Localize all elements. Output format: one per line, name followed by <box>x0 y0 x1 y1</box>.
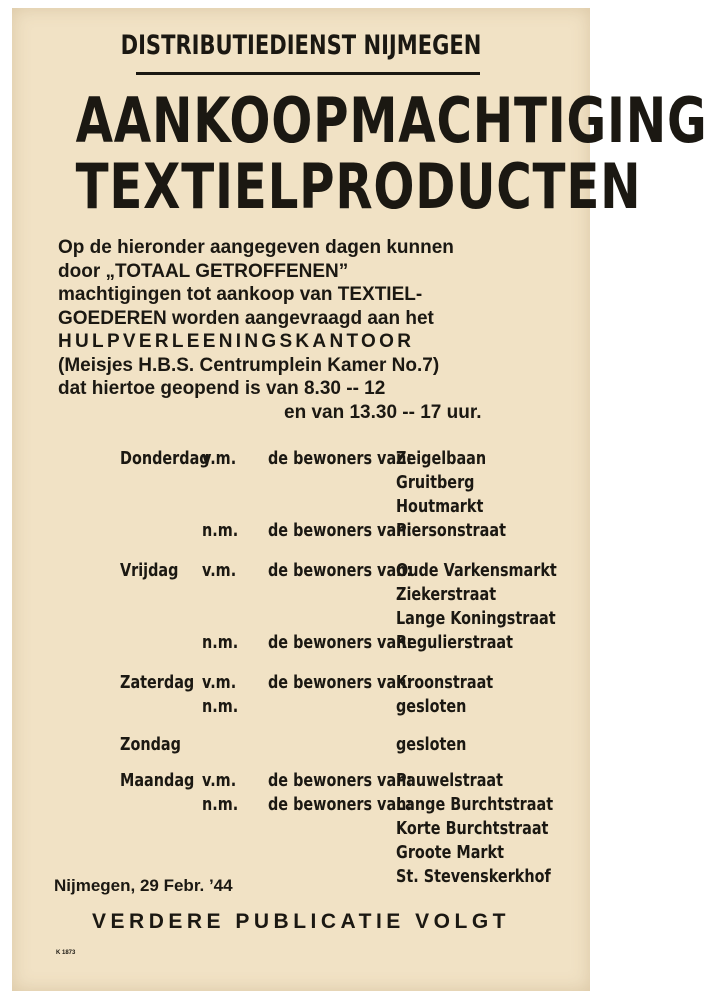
schedule-street: gesloten <box>396 734 467 755</box>
schedule-period: n.m. <box>202 696 239 717</box>
intro-line: (Meisjes H.B.S. Centrumplein Kamer No.7) <box>58 354 440 376</box>
intro-line: GOEDEREN worden aangevraagd aan het <box>58 307 434 329</box>
heading-underline <box>136 72 480 75</box>
schedule-period: v.m. <box>202 448 237 469</box>
poster-title-line-2: TEXTIELPRODUCTEN <box>75 150 642 223</box>
poster-title-line-1: AANKOOPMACHTIGING <box>75 84 708 157</box>
intro-line: en van 13.30 -- 17 uur. <box>284 401 482 423</box>
schedule-street: Ziekerstraat <box>396 584 497 605</box>
schedule-label: de bewoners van: <box>268 520 413 541</box>
schedule-label: de bewoners van: <box>268 448 413 469</box>
schedule-street: Pauwelstraat <box>396 770 504 791</box>
schedule-street: Lange Koningstraat <box>396 608 556 629</box>
schedule-period: n.m. <box>202 520 239 541</box>
intro-line: HULPVERLEENINGSKANTOOR <box>58 331 415 352</box>
schedule-street: Gruitberg <box>396 472 475 493</box>
schedule-street: Kroonstraat <box>396 672 494 693</box>
schedule-label: de bewoners van: <box>268 560 413 581</box>
schedule-street: Regulierstraat <box>396 632 514 653</box>
print-code: K 1873 <box>56 950 76 956</box>
footer-note: VERDERE PUBLICATIE VOLGT <box>92 910 510 933</box>
schedule-label: de bewoners van: <box>268 770 413 791</box>
schedule-day: Maandag <box>120 770 195 791</box>
schedule-day: Zondag <box>120 734 181 755</box>
schedule-period: n.m. <box>202 632 239 653</box>
schedule-label: de bewoners van: <box>268 672 413 693</box>
intro-line: machtigingen tot aankoop van TEXTIEL- <box>58 284 423 305</box>
poster-heading: DISTRIBUTIEDIENST NIJMEGEN <box>120 30 482 61</box>
schedule-street: gesloten <box>396 696 467 717</box>
schedule-period: v.m. <box>202 560 237 581</box>
schedule-day: Zaterdag <box>120 672 195 693</box>
schedule-street: St. Stevenskerkhof <box>396 866 551 887</box>
schedule-street: Lange Burchtstraat <box>396 794 554 815</box>
schedule-street: Groote Markt <box>396 842 504 863</box>
schedule-street: Korte Burchtstraat <box>396 818 549 839</box>
schedule-day: Vrijdag <box>120 560 179 581</box>
intro-line: Op de hieronder aangegeven dagen kunnen <box>58 237 454 258</box>
schedule-street: Houtmarkt <box>396 496 484 517</box>
schedule-label: de bewoners van: <box>268 794 413 815</box>
schedule-street: Zeigelbaan <box>396 448 487 469</box>
intro-line: dat hiertoe geopend is van 8.30 -- 12 <box>58 378 386 399</box>
schedule-period: v.m. <box>202 672 237 693</box>
schedule-day: Donderdag <box>120 448 210 469</box>
intro-text <box>58 236 558 424</box>
schedule-period: v.m. <box>202 770 237 791</box>
footer-date: Nijmegen, 29 Febr. ’44 <box>54 876 233 895</box>
schedule-period: n.m. <box>202 794 239 815</box>
schedule-street: Piersonstraat <box>396 520 506 541</box>
schedule-label: de bewoners van: <box>268 632 413 653</box>
schedule-street: Oude Varkensmarkt <box>396 560 557 581</box>
poster <box>12 8 708 991</box>
intro-line: door „TOTAAL GETROFFENEN” <box>58 260 349 282</box>
